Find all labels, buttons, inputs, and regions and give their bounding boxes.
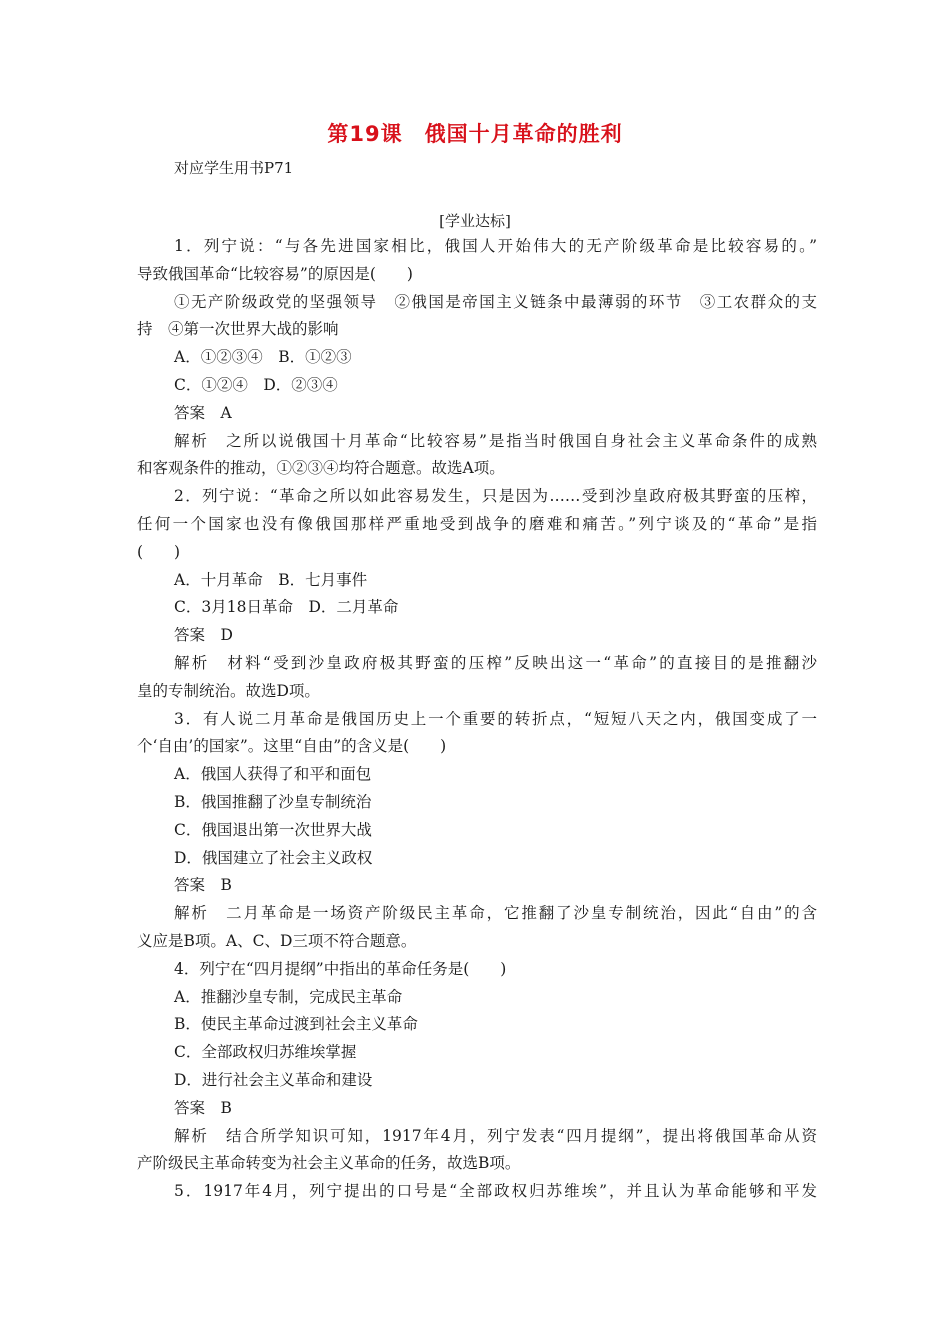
explanation: 解析 二月革命是一场资产阶级民主革命，它推翻了沙皇专制统治，因此“自由”的含 <box>174 904 817 923</box>
option-d: D．进行社会主义革命和建设 <box>174 1070 373 1089</box>
answer: 答案 B <box>174 1098 232 1117</box>
section-heading: [学业达标] <box>439 212 511 230</box>
question-stem: 5．1917年4月，列宁提出的口号是“全部政权归苏维埃”，并且认为革命能够和平发 <box>174 1182 817 1201</box>
question-stem: 4．列宁在“四月提纲”中指出的革命任务是( ) <box>174 959 507 978</box>
explanation: 解析 材料“受到沙皇政府极其野蛮的压榨”反映出这一“革命”的直接目的是推翻沙 <box>174 653 817 672</box>
explanation: 皇的专制统治。故选D项。 <box>137 681 320 700</box>
question-stem: ( ) <box>137 542 181 561</box>
explanation: 解析 之所以说俄国十月革命“比较容易”是指当时俄国自身社会主义革命条件的成熟 <box>174 431 817 450</box>
answer: 答案 B <box>174 876 232 895</box>
question-stem: 个‘自由’的国家”。这里“自由”的含义是( ) <box>137 737 447 756</box>
question-5 <box>137 1178 817 1206</box>
option-a: A．俄国人获得了和平和面包 <box>174 765 372 784</box>
question-items: 持 ④第一次世界大战的影响 <box>137 320 339 339</box>
explanation: 产阶级民主革命转变为社会主义革命的任务，故选B项。 <box>137 1154 521 1173</box>
question-items: ①无产阶级政党的坚强领导 ②俄国是帝国主义链条中最薄弱的环节 ③工农群众的支 <box>174 292 817 311</box>
explanation: 义应是B项。A、C、D三项不符合题意。 <box>137 931 417 950</box>
question-stem: 2．列宁说：“革命之所以如此容易发生，只是因为……受到沙皇政府极其野蛮的压榨， <box>174 487 817 506</box>
lesson-title: 第19课 俄国十月革命的胜利 <box>327 122 623 146</box>
option-a: A．推翻沙皇专制，完成民主革命 <box>174 987 403 1006</box>
question-stem: 任何一个国家也没有像俄国那样严重地受到战争的磨难和痛苦。”列宁谈及的“革命”是指 <box>137 514 817 533</box>
option-d: D．俄国建立了社会主义政权 <box>174 848 373 867</box>
option-b: B．俄国推翻了沙皇专制统治 <box>174 792 372 811</box>
options-ab: A．①②③④ B．①②③ <box>174 348 352 367</box>
answer: 答案 D <box>174 626 233 645</box>
question-list <box>137 233 817 1206</box>
question-4 <box>137 956 817 1178</box>
answer: 答案 A <box>174 403 232 422</box>
explanation: 和客观条件的推动，①②③④均符合题意。故选A项。 <box>137 459 505 478</box>
question-stem: 1．列宁说：“与各先进国家相比，俄国人开始伟大的无产阶级革命是比较容易的。” <box>174 237 817 255</box>
option-c: C．全部政权归苏维埃掌握 <box>174 1043 357 1062</box>
options-cd: C．①②④ D．②③④ <box>174 375 338 394</box>
textbook-reference: 对应学生用书P71 <box>174 159 294 177</box>
options-ab: A．十月革命 B．七月事件 <box>174 570 368 589</box>
question-2 <box>137 483 817 705</box>
option-b: B．使民主革命过渡到社会主义革命 <box>174 1015 418 1034</box>
question-3 <box>137 706 817 956</box>
question-stem: 导致俄国革命“比较容易”的原因是( ) <box>137 264 413 283</box>
explanation: 解析 结合所学知识可知，1917年4月，列宁发表“四月提纲”，提出将俄国革命从资 <box>174 1126 817 1145</box>
question-stem: 3．有人说二月革命是俄国历史上一个重要的转折点，“短短八天之内，俄国变成了一 <box>174 709 817 728</box>
options-cd: C．3月18日革命 D．二月革命 <box>174 598 399 617</box>
question-1 <box>137 233 817 483</box>
option-c: C．俄国退出第一次世界大战 <box>174 820 372 839</box>
